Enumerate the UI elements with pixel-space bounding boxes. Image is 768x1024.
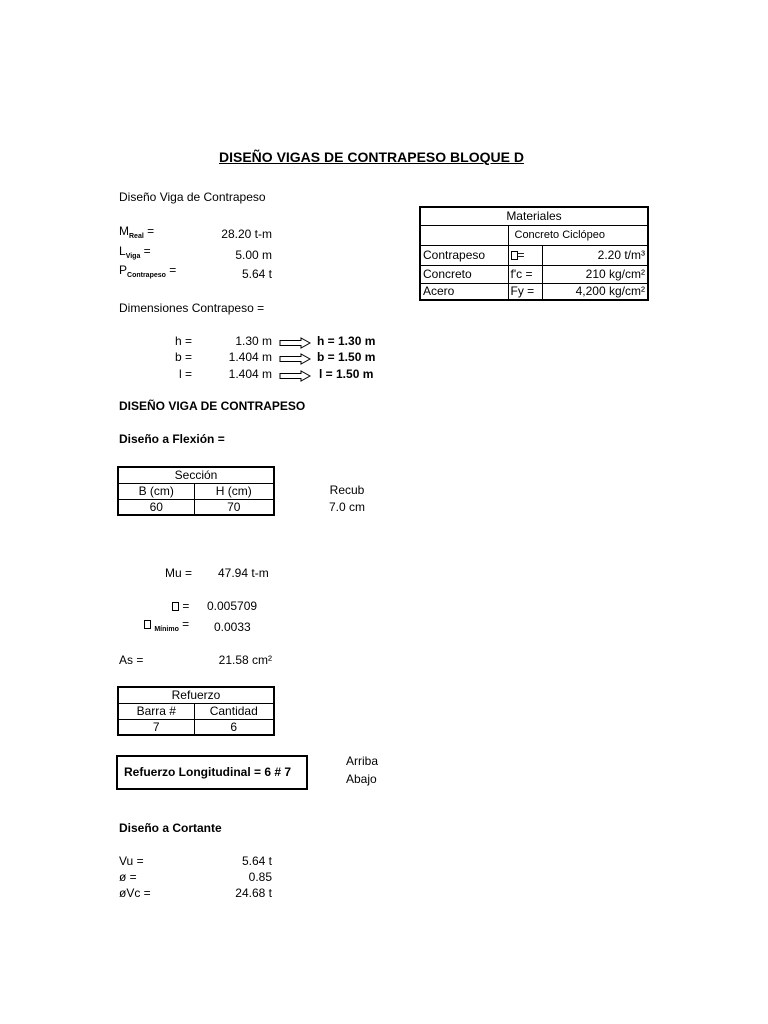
rho-glyph-icon <box>172 602 179 611</box>
mu-label: Mu = <box>164 566 192 580</box>
cortante-value: 24.68 t <box>235 886 272 900</box>
dim-value: 1.30 m <box>235 334 272 348</box>
refuerzo-col-barra: Barra # <box>118 703 194 719</box>
flexion-heading: Diseño a Flexión = <box>119 432 225 446</box>
rho-min-label: $_{Mínimo}$ = <box>144 617 189 634</box>
refuerzo-val-barra: 7 <box>118 719 194 735</box>
seccion-col-b: B (cm) <box>118 483 194 499</box>
rho-value: 0.005709 <box>207 599 258 613</box>
mu-value: 47.94 t-m <box>218 566 269 580</box>
recub-label: Recub <box>329 483 365 497</box>
dim-value: 1.404 m <box>228 367 272 381</box>
dim-result: b = 1.50 m <box>317 350 376 364</box>
refuerzo-col-cantidad: Cantidad <box>194 703 274 719</box>
seccion-table <box>117 466 275 516</box>
material-value: 210 kg/cm² <box>542 265 648 283</box>
m-real-value: 28.20 t-m <box>221 227 272 241</box>
cortante-label: Vu = <box>119 854 144 868</box>
seccion-col-h: H (cm) <box>194 483 274 499</box>
dim-label: h = <box>174 334 192 348</box>
p-contrapeso-value: 5.64 t <box>241 267 272 281</box>
seccion-val-b: 60 <box>118 499 194 515</box>
seccion-header: Sección <box>118 467 274 483</box>
right-arrow-icon <box>279 335 311 349</box>
right-arrow-icon <box>279 368 311 382</box>
as-label: As = <box>119 653 144 667</box>
refuerzo-header: Refuerzo <box>118 687 274 703</box>
rho-label: = <box>172 599 189 613</box>
abajo-label: Abajo <box>346 772 377 786</box>
dim-result: h = 1.30 m <box>317 334 376 348</box>
materiales-subheader: Concreto Ciclópeo <box>508 225 648 245</box>
l-viga-value: 5.00 m <box>235 248 272 262</box>
cortante-label: øVc = <box>119 886 151 900</box>
dim-value: 1.404 m <box>228 350 272 364</box>
cortante-value: 0.85 <box>248 870 272 884</box>
arriba-label: Arriba <box>346 754 379 768</box>
section-heading-diseno-viga: Diseño Viga de Contrapeso <box>119 190 266 204</box>
refuerzo-val-cantidad: 6 <box>194 719 274 735</box>
cortante-heading: Diseño a Cortante <box>119 821 222 835</box>
refuerzo-table <box>117 686 275 736</box>
p-contrapeso-label: $P_{Contrapeso}$ = <box>119 263 177 279</box>
material-name: Acero <box>420 283 508 300</box>
dim-result: l = 1.50 m <box>319 367 374 381</box>
diseno-viga-heading: DISEÑO VIGA DE CONTRAPESO <box>119 399 306 413</box>
material-value: 2.20 t/m³ <box>542 245 648 265</box>
rho-min-value: 0.0033 <box>214 620 251 634</box>
materiales-header: Materiales <box>420 207 648 225</box>
page-title: DISEÑO VIGAS DE CONTRAPESO BLOQUE D <box>219 149 524 165</box>
material-name: Contrapeso <box>420 245 508 265</box>
gamma-glyph-icon <box>511 251 518 260</box>
cortante-value: 5.64 t <box>241 854 272 868</box>
dim-label: b = <box>174 350 192 364</box>
material-symbol: Fy = <box>508 283 542 300</box>
as-value: 21.58 cm² <box>218 653 272 667</box>
recub-value: 7.0 cm <box>328 500 365 514</box>
seccion-val-h: 70 <box>194 499 274 515</box>
m-real-label: $M_{Real}$ = <box>119 224 155 240</box>
dimensiones-heading: Dimensiones Contrapeso = <box>119 301 265 315</box>
dim-label: l = <box>178 367 192 381</box>
rho-glyph-icon <box>144 620 151 629</box>
material-symbol: = <box>508 245 542 265</box>
refuerzo-longitudinal-box: Refuerzo Longitudinal = 6 # 7 <box>116 755 308 790</box>
materiales-table <box>419 206 649 301</box>
cortante-label: ø = <box>119 870 137 884</box>
material-value: 4,200 kg/cm² <box>542 283 648 300</box>
l-viga-label: $L_{Viga}$ = <box>119 244 151 260</box>
right-arrow-icon <box>279 351 311 365</box>
material-symbol: f'c = <box>508 265 542 283</box>
material-name: Concreto <box>420 265 508 283</box>
